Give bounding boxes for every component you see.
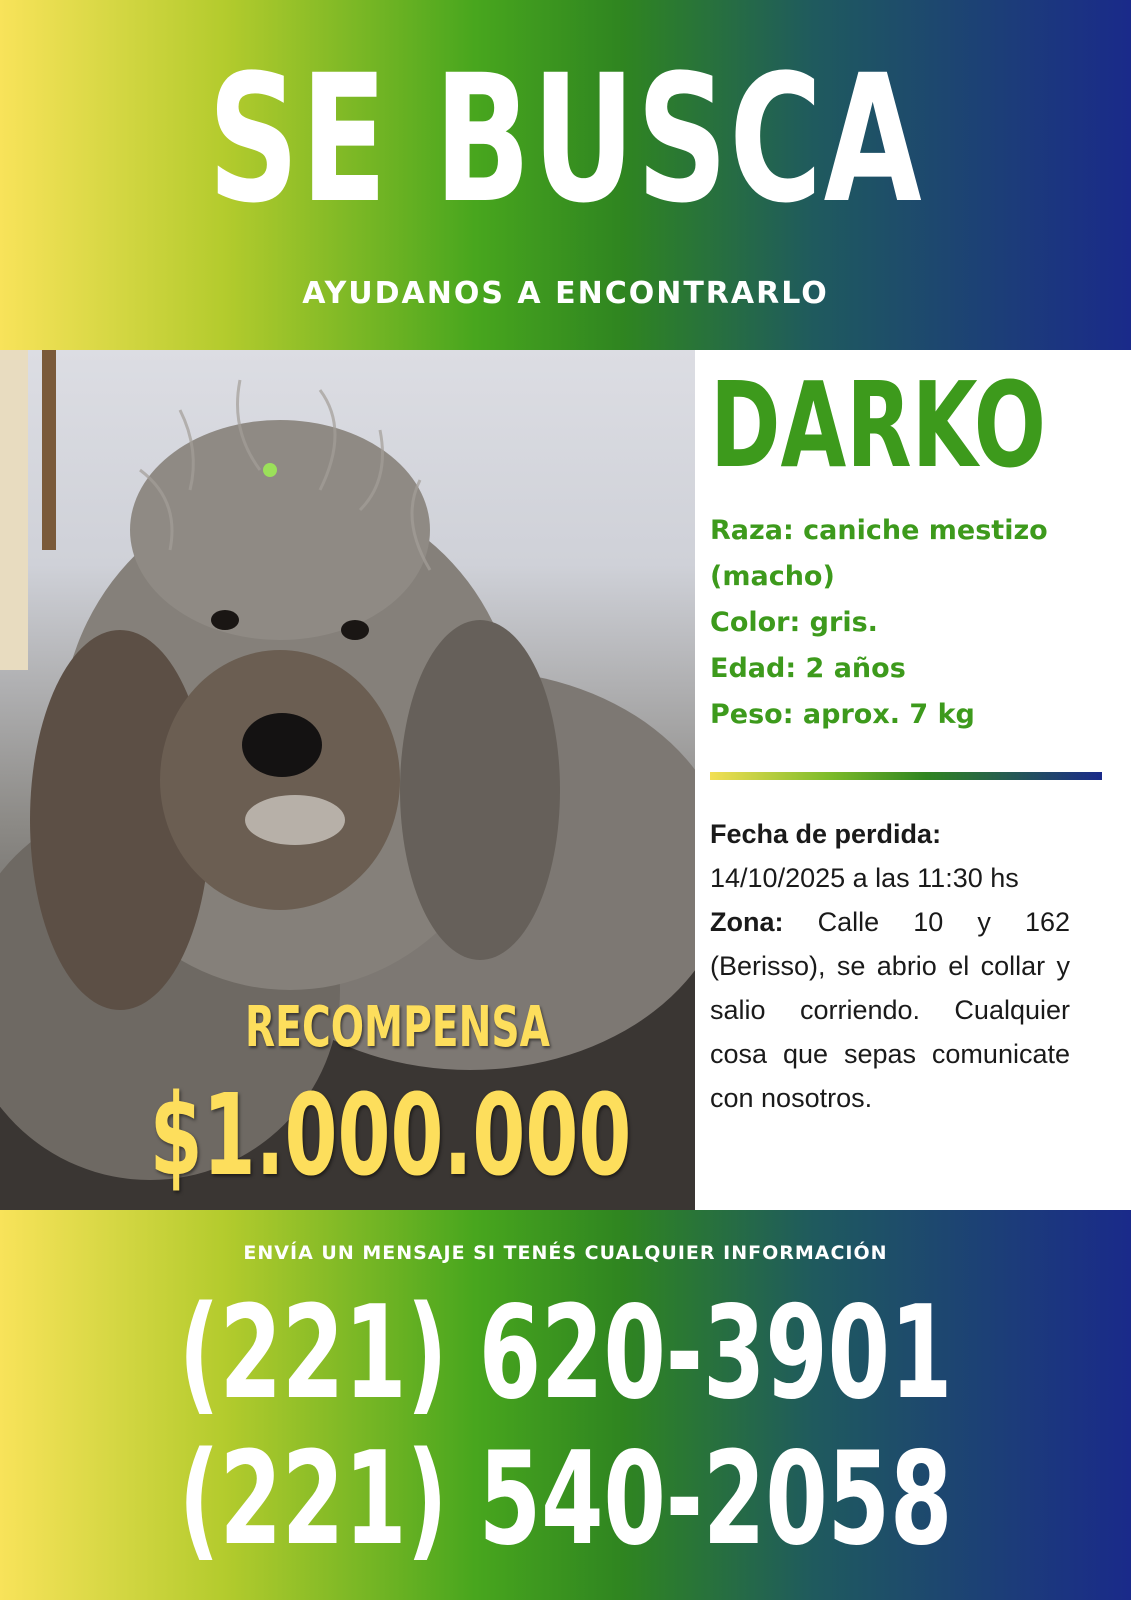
attr-age: Edad: 2 años [710,653,906,684]
dog-eye-right [341,620,369,640]
attr-weight: Peso: aprox. 7 kg [710,699,975,730]
dog-muzzle [245,795,345,845]
reward-label: RECOMPENSA [245,995,550,1060]
phone-number-1: (221) 620-3901 [178,1279,953,1428]
dog-face [160,650,400,910]
contact-instruction: ENVÍA UN MENSAJE SI TENÉS CUALQUIER INFORMACIÓN [243,1242,888,1264]
dog-nose [242,713,322,777]
dog-eye-left [211,610,239,630]
info-panel [710,350,1110,1210]
dog-attributes [710,508,1100,738]
reward-amount: $1.000.000 [149,1071,632,1201]
loss-details [710,812,1070,1120]
loss-zone [710,900,1070,1120]
loss-zone-label: Zona: [710,907,818,937]
dog-topknot [130,420,430,640]
attr-sex: (macho) [710,561,835,592]
wooden-post [42,350,56,550]
attr-color: Color: gris. [710,607,878,638]
subtitle: AYUDANOS A ENCONTRARLO [302,276,829,311]
hair-tie [263,463,277,477]
loss-zone-text: Calle 10 y 162 (Berisso), se abrio el collar y salio corriendo. Cualquier cosa que sepas comunicate con nosotros. [710,907,1070,1113]
phone-number-2: (221) 540-2058 [178,1425,953,1574]
door-frame [0,350,28,670]
dog-name: DARKO [710,356,1046,494]
loss-date-value: 14/10/2025 a las 11:30 hs [710,863,1019,893]
dog-ear-right [400,620,560,960]
headline: SE BUSCA [207,37,924,242]
attr-breed: Raza: caniche mestizo [710,515,1048,546]
loss-date-label: Fecha de perdida: [710,819,942,849]
gradient-divider [710,772,1102,780]
